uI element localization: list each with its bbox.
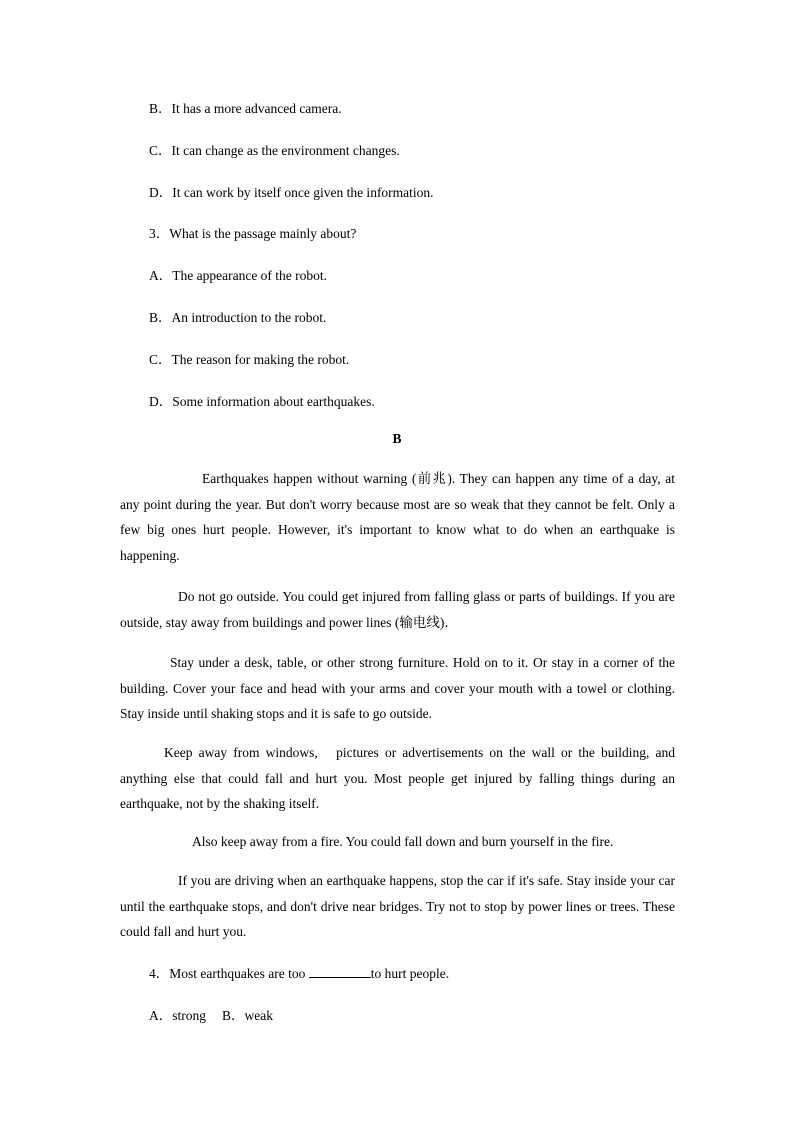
q4-answer-blank xyxy=(309,965,371,978)
q4-option-a: A．strong xyxy=(149,1008,206,1023)
passage-paragraph-5: Also keep away from a fire. You could fall down and burn yourself in the fire. xyxy=(192,834,614,849)
passage-paragraph-3: Stay under a desk, table, or other strong furniture. Hold on to it. Or stay in a corner of the building. Cover your face and head with your arms and cover your mouth with a towel or clothing. Stay inside until shaking stops and it is safe to go outside. xyxy=(120,655,675,721)
q3-option-a: A．The appearance of the robot. xyxy=(149,268,328,283)
q4-stem xyxy=(149,962,449,982)
q4-options xyxy=(149,1004,273,1024)
q4-option-b: B．weak xyxy=(222,1008,273,1023)
q4-stem-before: 4．Most earthquakes are too xyxy=(149,966,309,981)
q3-option-c: C．The reason for making the robot. xyxy=(149,352,350,367)
q3-option-b: B．An introduction to the robot. xyxy=(149,310,327,325)
passage-paragraph-6: If you are driving when an earthquake happens, stop the car if it's safe. Stay inside your car until the earthquake stops, and don't drive near bridges. Try not to stop by power lines or trees. These could fall and hurt you. xyxy=(120,873,675,939)
q2-option-d: D．It can work by itself once given the information. xyxy=(149,185,434,200)
passage-paragraph-4: Keep away from windows, pictures or advertisements on the wall or the building, and anything else that could fall and hurt you. Most people get injured by falling things during an earthquake, not by the shaking itself. xyxy=(120,745,679,811)
q2-option-b: B．It has a more advanced camera. xyxy=(149,101,342,116)
q3-stem: 3．What is the passage mainly about? xyxy=(149,226,357,241)
q3-option-d: D．Some information about earthquakes. xyxy=(149,394,375,409)
q4-stem-after: to hurt people. xyxy=(370,966,450,981)
q2-option-c: C．It can change as the environment changes. xyxy=(149,143,400,158)
passage-paragraph-1: Earthquakes happen without warning (前兆). They can happen any time of a day, at any point during the year. But don't worry because most are so weak that they cannot be felt. Only a few big ones hurt people. However, it's important to know what to do when an earthquake is happening. xyxy=(120,471,675,563)
passage-paragraph-2: Do not go outside. You could get injured from falling glass or parts of buildings. If you are outside, stay away from buildings and power lines (输电线)． xyxy=(120,589,675,630)
section-b-heading: B xyxy=(392,431,402,446)
